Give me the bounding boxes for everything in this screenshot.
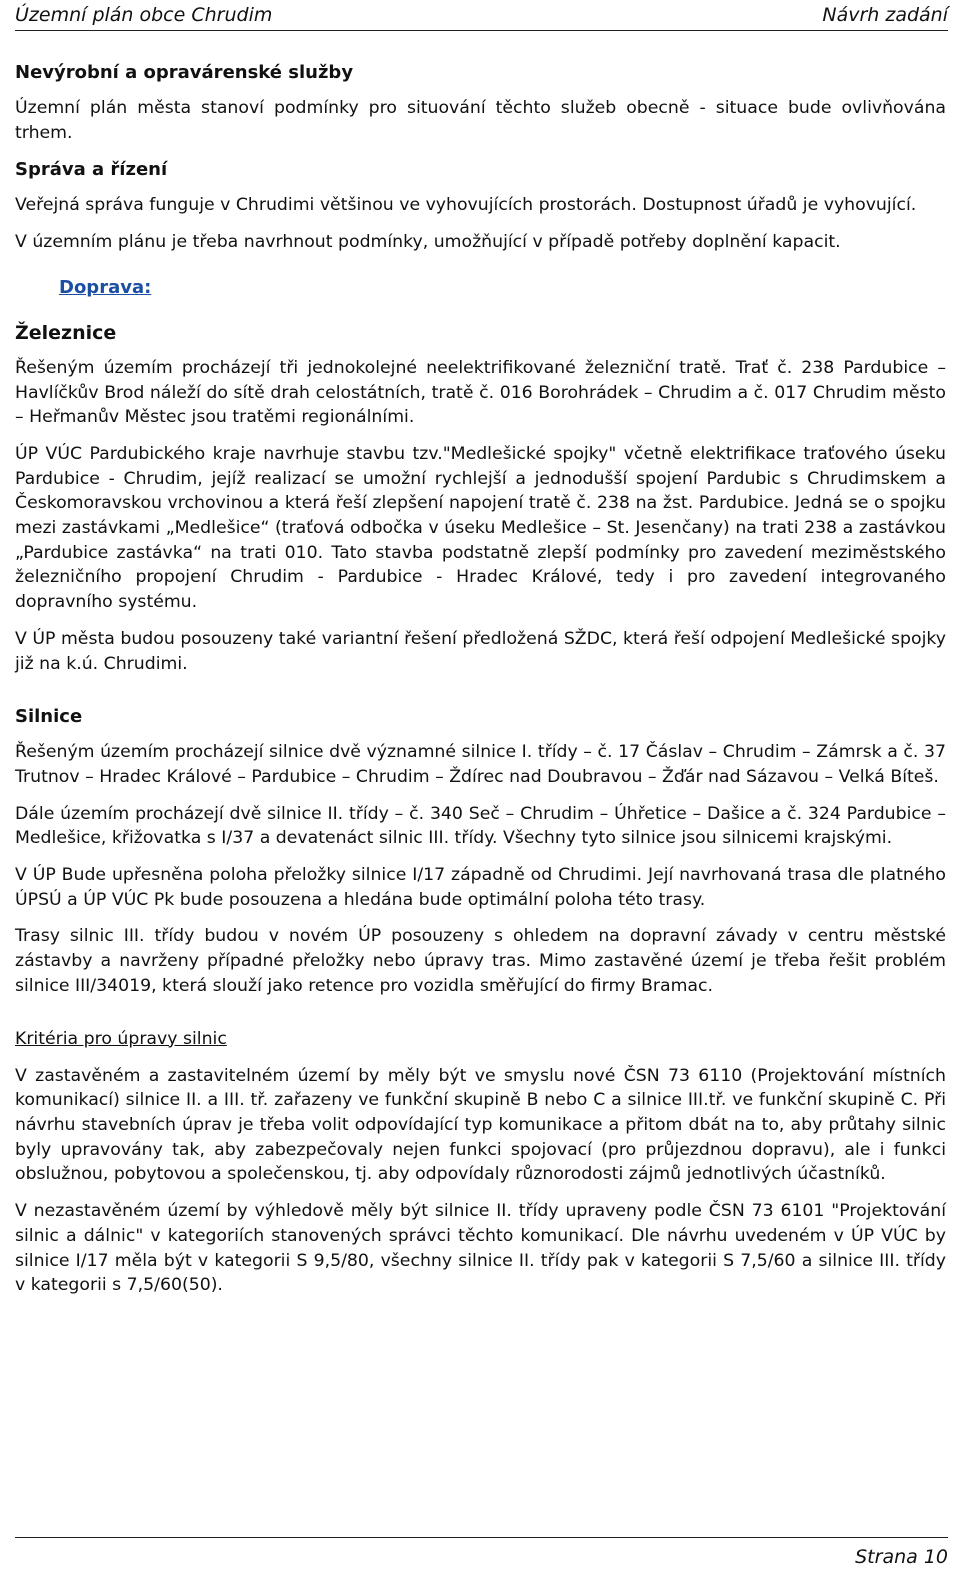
page-header: [15, 2, 948, 31]
paragraph: Veřejná správa funguje v Chrudimi většinou ve vyhovujících prostorách. Dostupnost úřadů je vyhovující.: [15, 195, 917, 216]
heading-zeleznice: Železnice: [15, 321, 117, 344]
heading-kriteria: Kritéria pro úpravy silnic: [15, 1028, 227, 1049]
paragraph: V zastavěném a zastavitelném území by měly být ve smyslu nové ČSN 73 6110 (Projektování místních komunikací) silnice II. a III. tř. zařazeny ve funkční skupině B nebo C a silnice III.tř. ve funkční skupině C. Při návrhu stavebních úprav je třeba volit odpovídající typ komunikace a přitom dbát na to, aby průtahy silnic byly upravovány tak, aby zabezpečovaly nejen funkci spojovací (pro průjezdnou dopravu), ale i funkci obslužnou, pobytovou a společenskou, tj. aby odpovídaly různorodosti zájmů jednotlivých účastníků.: [15, 1065, 946, 1185]
paragraph: Řešeným územím procházejí tři jednokolejné neelektrifikované železniční tratě. Trať č. 238 Pardubice – Havlíčkův Brod náleží do sítě drah celostátních, tratě č. 016 Borohrádek – Chrudim a č. 017 Chrudim město – Heřmanův Městec jsou tratěmi regionálními.: [15, 357, 946, 428]
paragraph: V ÚP města budou posouzeny také variantní řešení předložená SŽDC, která řeší odpojení Medlešické spojky již na k.ú. Chrudimi.: [15, 628, 946, 674]
paragraph: V nezastavěném území by výhledově měly být silnice II. třídy upraveny podle ČSN 73 6101 "Projektování silnic a dálnic" v kategoriích stanovených správci těchto komunikací. Dle návrhu uvedeném v ÚP VÚC by silnice I/17 měla být v kategorii S 9,5/80, všechny silnice II. třídy pak v kategorii S 7,5/60 a silnice III. třídy v kategorii s 7,5/60(50).: [15, 1201, 946, 1296]
paragraph: Trasy silnic III. třídy budou v novém ÚP posouzeny s ohledem na dopravní závady v centru městské zástavby a navrženy případné přeložky nebo úpravy tras. Mimo zastavěné území je třeba řešit problém silnice III/34019, která slouží jako retence pro vozidla směřující do firmy Bramac.: [15, 926, 946, 996]
document-body: [15, 60, 946, 1310]
paragraph: Řešeným územím procházejí silnice dvě významné silnice I. třídy – č. 17 Čáslav – Chrudim – Zámrsk a č. 37 Trutnov – Hradec Králové – Pardubice – Chrudim – Ždírec nad Doubravou – Žďár nad Sázavou – Velká Bíteš.: [15, 742, 946, 787]
heading-sprava: Správa a řízení: [15, 159, 168, 181]
heading-silnice: Silnice: [15, 706, 83, 728]
document-subtitle: Návrh zadání: [822, 4, 948, 26]
doprava-link[interactable]: Doprava:: [59, 276, 152, 298]
paragraph: ÚP VÚC Pardubického kraje navrhuje stavbu tzv."Medlešické spojky" včetně elektrifikace traťového úseku Pardubice - Chrudim, jejíž realizací se umožní rychlejší a jednodušší spojení Pardubic s Chrudimskem a Českomoravskou vrchovinou a která řeší zlepšení napojení tratě č. 238 na žst. Pardubice. Jedná se o spojku mezi zastávkami „Medlešice“ (traťová odbočka v úseku Medlešice – St. Jesenčany) na trati 238 a zastávkou „Pardubice zastávka“ na trati 010. Tato stavba podstatně zlepší podmínky pro zavedení meziměstského železničního propojení Chrudim - Pardubice - Hradec Králové, tedy i pro zavedení integrovaného dopravního systému.: [15, 443, 946, 613]
document-title: Územní plán obce Chrudim: [15, 4, 273, 26]
spacer: [15, 1011, 946, 1027]
page-number: Strana 10: [855, 1546, 948, 1568]
paragraph: Dále územím procházejí dvě silnice II. třídy – č. 340 Seč – Chrudim – Úhřetice – Dašice a č. 324 Pardubice – Medlešice, křižovatka s I/37 a devatenáct silnic III. třídy. Všechny tyto silnice jsou silnicemi krajskými.: [15, 803, 946, 849]
paragraph: V územním plánu je třeba navrhnout podmínky, umožňující v případě potřeby doplnění kapacit.: [15, 232, 841, 253]
page-footer: [15, 1537, 948, 1578]
heading-nevyrobni: Nevýrobní a opravárenské služby: [15, 62, 354, 83]
paragraph: V ÚP Bude upřesněna poloha přeložky silnice I/17 západně od Chrudimi. Její navrhovaná trasa dle platného ÚPSÚ a ÚP VÚC Pk bude posouzena a hledána bude optimální poloha této trasy.: [15, 865, 946, 910]
paragraph: Územní plán města stanoví podmínky pro situování těchto služeb obecně - situace bude ovlivňována trhem.: [15, 98, 946, 143]
spacer: [15, 688, 946, 704]
